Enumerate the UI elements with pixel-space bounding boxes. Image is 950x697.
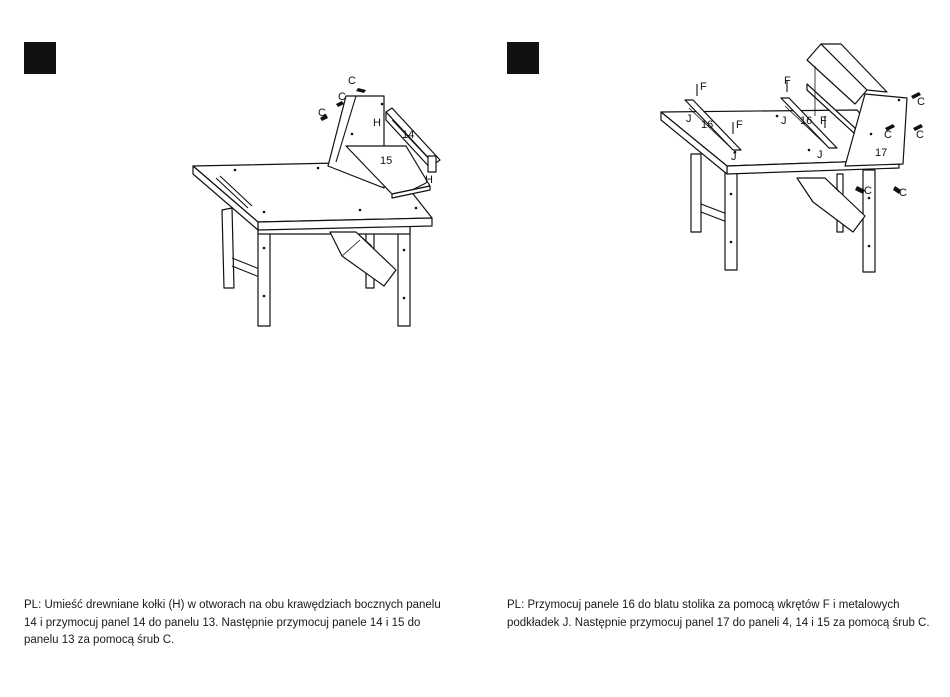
step-2-label-c-4: C bbox=[864, 185, 872, 197]
step-1-label-h-top: H bbox=[373, 117, 381, 129]
step-2-label-c-1: C bbox=[917, 96, 925, 108]
step-2-label-c-2: C bbox=[884, 129, 892, 141]
step-1-label-c-top: C bbox=[348, 75, 356, 87]
step-2-caption: PL: Przymocuj panele 16 do blatu stolika za pomocą wkrętów F i metalowych podkładek J. Następnie przymocuj panel 17 do paneli 4, 14 i 15 za pomocą śrub C. bbox=[507, 599, 930, 629]
step-1-label-h-bottom: H bbox=[425, 174, 433, 186]
step-1-label-15: 15 bbox=[380, 155, 393, 167]
step-2-label-f-4: F bbox=[820, 115, 827, 127]
step-2-label-16-right: 16 bbox=[800, 115, 813, 127]
step-2-label-j-2: J bbox=[731, 151, 737, 163]
step-2-label-f-1: F bbox=[700, 81, 707, 93]
step-2-label-f-3: F bbox=[784, 75, 791, 87]
step-1-caption: PL: Umieść drewniane kołki (H) w otworach na obu krawędziach bocznych panelu 14 i przymocuj panel 14 do panelu 13. Następnie przymocuj panele 14 i 15 do panelu 13 za pomocą śrub C. bbox=[24, 599, 441, 646]
step-2-label-17: 17 bbox=[875, 147, 888, 159]
step-2-label-j-3: J bbox=[781, 115, 787, 127]
step-2-label-j-1: J bbox=[686, 113, 692, 125]
step-1-label-c-mid: C bbox=[338, 91, 346, 103]
step-1-illustration bbox=[0, 0, 475, 340]
step-2-illustration bbox=[475, 0, 950, 340]
step-2-label-c-5: C bbox=[899, 187, 907, 199]
step-2-label-j-4: J bbox=[817, 149, 823, 161]
step-1-label-c-left: C bbox=[318, 107, 326, 119]
step-2-label-c-3: C bbox=[916, 129, 924, 141]
step-2-label-16-left: 16 bbox=[701, 119, 714, 131]
step-2-label-f-2: F bbox=[736, 119, 743, 131]
step-1-storage-bin bbox=[330, 232, 396, 286]
step-1-label-14: 14 bbox=[402, 129, 415, 141]
step-2-storage-bin bbox=[797, 178, 865, 232]
